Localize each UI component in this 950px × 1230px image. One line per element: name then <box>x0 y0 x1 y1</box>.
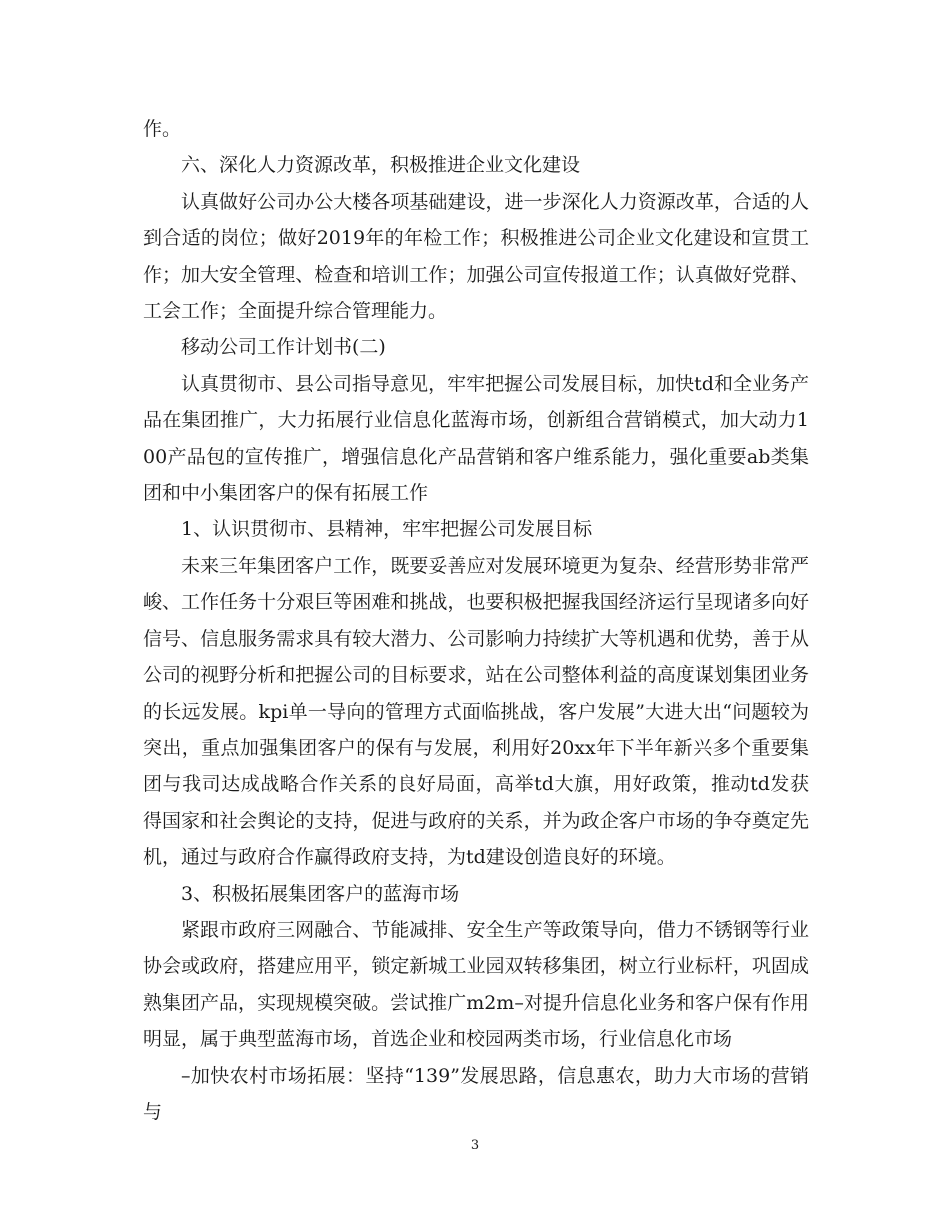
paragraph-intro: 认真贯彻市、县公司指导意见，牢牢把握公司发展目标，加快td和全业务产品在集团推广，大力拓展行业信息化蓝海市场，创新组合营销模式，加大动力100产品包的宣传推广，增强信息化产品营销和客户维系能力，强化重要ab类集团和中小集团客户的保有拓展工作 <box>143 372 809 505</box>
paragraph-hr-reform: 认真做好公司办公大楼各项基础建设，进一步深化人力资源改革，合适的人到合适的岗位；做好2019年的年检工作；积极推进公司企业文化建设和宣贯工作；加大安全管理、检查和培训工作；加强公司宣传报道工作；认真做好党群、工会工作；全面提升综合管理能力。 <box>143 190 809 323</box>
page-number: 3 <box>470 1138 480 1153</box>
paragraph-blue-ocean: 紧跟市政府三网融合、节能减排、安全生产等政策导向，借力不锈钢等行业协会或政府，搭建应用平，锁定新城工业园双转移集团，树立行业标杆，巩固成熟集团产品，实现规模突破。尝试推广m2m–对提升信息化业务和客户保有作用明显，属于典型蓝海市场，首选企业和校园两类市场，行业信息化市场 <box>143 918 809 1051</box>
paragraph-rural-market: –加快农村市场拓展：坚持“139”发展思路，信息惠农，助力大市场的营销与 <box>143 1064 809 1123</box>
section-heading-blue-ocean: 3、积极拓展集团客户的蓝海市场 <box>181 882 460 905</box>
document-body <box>143 111 809 1130</box>
document-subtitle: 移动公司工作计划书(二) <box>181 336 386 359</box>
section-heading-goals: 1、认识贯彻市、县精神，牢牢把握公司发展目标 <box>181 518 593 541</box>
paragraph-goals: 未来三年集团客户工作，既要妥善应对发展环境更为复杂、经营形势非常严峻、工作任务十分艰巨等困难和挑战，也要积极把握我国经济运行呈现诸多向好信号、信息服务需求具有较大潜力、公司影响力持续扩大等机遇和优势，善于从公司的视野分析和把握公司的目标要求，站在公司整体利益的高度谋划集团业务的长远发展。kpi单一导向的管理方式面临挑战，客户发展”大进大出“问题较为突出，重点加强集团客户的保有与发展，利用好20xx年下半年新兴多个重要集团与我司达成战略合作关系的良好局面，高举td大旗，用好政策，推动td发获得国家和社会舆论的支持，促进与政府的关系，并为政企客户市场的争夺奠定先机，通过与政府合作赢得政府支持，为td建设创造良好的环境。 <box>143 554 809 869</box>
section-heading-hr-reform: 六、深化人力资源改革，积极推进企业文化建设 <box>181 154 581 177</box>
paragraph-continuation: 作。 <box>143 118 182 140</box>
